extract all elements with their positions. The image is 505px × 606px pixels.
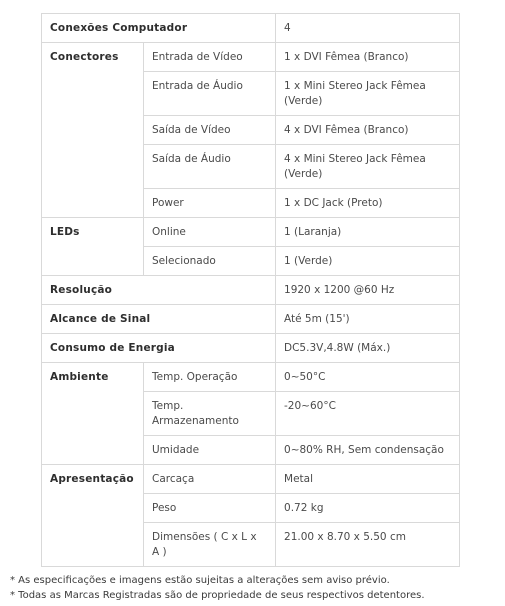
spec-category: Resolução [42,276,276,305]
spec-category: Ambiente [42,363,144,465]
spec-row [42,465,460,494]
footnote-trademarks: * Todas as Marcas Registradas são de propriedade de seus respectivos detentores. [10,590,425,601]
spec-value: 1 x Mini Stereo Jack Fêmea (Verde) [276,72,460,116]
spec-subcategory: Selecionado [144,247,276,276]
spec-value: 1 x DC Jack (Preto) [276,189,460,218]
specifications-table [41,13,460,567]
spec-subcategory: Online [144,218,276,247]
spec-row [42,43,460,72]
spec-value: 4 x Mini Stereo Jack Fêmea (Verde) [276,145,460,189]
spec-value: -20~60°C [276,392,460,436]
spec-value: 4 [276,14,460,43]
footnotes [10,573,500,603]
spec-category: Conexões Computador [42,14,276,43]
spec-row [42,305,460,334]
spec-category: Consumo de Energia [42,334,276,363]
spec-value: 4 x DVI Fêmea (Branco) [276,116,460,145]
spec-value: Até 5m (15') [276,305,460,334]
spec-value: 21.00 x 8.70 x 5.50 cm [276,523,460,567]
spec-subcategory: Temp. Armazenamento [144,392,276,436]
spec-subcategory: Saída de Áudio [144,145,276,189]
spec-subcategory: Carcaça [144,465,276,494]
spec-subcategory: Entrada de Vídeo [144,43,276,72]
spec-row [42,14,460,43]
spec-category: LEDs [42,218,144,276]
spec-subcategory: Peso [144,494,276,523]
spec-subcategory: Saída de Vídeo [144,116,276,145]
spec-subcategory: Power [144,189,276,218]
spec-value: DC5.3V,4.8W (Máx.) [276,334,460,363]
spec-row [42,363,460,392]
spec-subcategory: Entrada de Áudio [144,72,276,116]
spec-value: 0.72 kg [276,494,460,523]
spec-row [42,276,460,305]
spec-value: 1 x DVI Fêmea (Branco) [276,43,460,72]
specifications-table-body [42,14,460,567]
spec-value: 1920 x 1200 @60 Hz [276,276,460,305]
spec-category: Conectores [42,43,144,218]
spec-subcategory: Dimensões ( C x L x A ) [144,523,276,567]
footnote-disclaimer: * As especificações e imagens estão sujeitas a alterações sem aviso prévio. [10,575,390,586]
spec-row [42,218,460,247]
spec-row [42,334,460,363]
spec-category: Alcance de Sinal [42,305,276,334]
spec-category: Apresentação [42,465,144,567]
spec-subcategory: Temp. Operação [144,363,276,392]
spec-subcategory: Umidade [144,436,276,465]
spec-value: 0~80% RH, Sem condensação [276,436,460,465]
spec-value: 0~50°C [276,363,460,392]
spec-value: 1 (Verde) [276,247,460,276]
spec-value: Metal [276,465,460,494]
spec-value: 1 (Laranja) [276,218,460,247]
